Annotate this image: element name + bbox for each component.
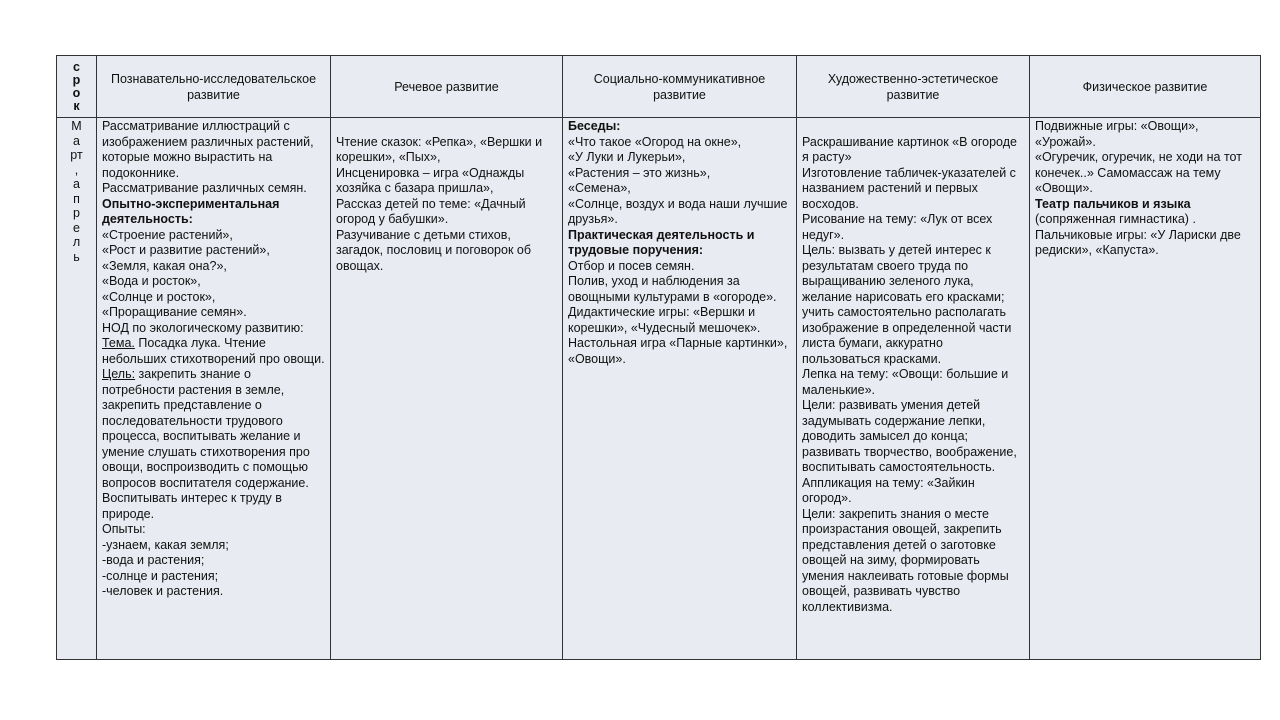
goal-text: закрепить знание о потребности растения в земле, закрепить представление о последовательности трудового процесса, воспитывать желание и умение слушать стихотворения про овощи, воспроизводить с помощью вопросов воспитателя содержание. Воспитывать интерес к труду в природе. bbox=[102, 367, 310, 521]
cog-item: «Солнце и росток», bbox=[102, 289, 216, 304]
cog-heading: Опытно-экспериментальная деятельность: bbox=[102, 196, 280, 226]
cog-theme bbox=[102, 336, 325, 367]
speech-text: Инсценировка – игра «Однажды хозяйка с базара пришла», bbox=[336, 165, 525, 195]
cog-exp-item: -солнце и растения; bbox=[102, 568, 219, 583]
month-letter: а bbox=[73, 177, 80, 191]
social-text: «Солнце, воздух и вода наши лучшие друзья». bbox=[568, 196, 788, 226]
spacer bbox=[802, 119, 1024, 135]
art-text: Лепка на тему: «Овощи: большие и маленькие». bbox=[802, 367, 1009, 397]
goal-label: Цель: bbox=[102, 367, 136, 381]
header-social: Социально-коммуникативное развитие bbox=[563, 56, 797, 118]
header-cognitive: Познавательно-исследовательское развитие bbox=[97, 56, 331, 118]
month-cell bbox=[57, 118, 97, 660]
srok-letter: к bbox=[73, 98, 80, 113]
cog-exp-item: -человек и растения. bbox=[102, 584, 224, 598]
social-heading: Практическая деятельность и трудовые поручения: bbox=[568, 227, 755, 257]
art-text: Рисование на тему: «Лук от всех недуг». bbox=[802, 212, 993, 242]
srok-letter: с bbox=[73, 59, 80, 74]
cog-exp-title: Опыты: bbox=[102, 522, 146, 536]
social-text: «Растения – это жизнь», bbox=[568, 165, 711, 180]
social-text: «Семена», bbox=[568, 181, 631, 195]
physical-cell bbox=[1030, 118, 1261, 660]
theme-text: Посадка лука. Чтение небольших стихотворений про овощи. bbox=[102, 336, 325, 366]
social-text: «Что такое «Огород на окне», bbox=[568, 134, 742, 149]
cog-item: «Рост и развитие растений», bbox=[102, 243, 270, 257]
cog-text: НОД по экологическому развитию: bbox=[102, 320, 304, 335]
phys-text: Пальчиковые игры: «У Лариски две редиски», «Капуста». bbox=[1035, 227, 1241, 257]
cog-text: Рассматривание различных семян. bbox=[102, 181, 307, 195]
cog-goal bbox=[102, 367, 325, 522]
theme-label: Тема. bbox=[102, 336, 135, 350]
month-letter: п bbox=[73, 191, 80, 206]
month-letter: р bbox=[73, 206, 80, 220]
phys-heading: Театр пальчиков и языка bbox=[1035, 196, 1191, 211]
art-text: Цели: закрепить знания о месте произрастания овощей, закрепить представления детей о заготовке овощей на зиму, формировать умения наклеивать готовые формы овощей, развивать чувство коллективизма. bbox=[802, 506, 1009, 614]
month-letter: а bbox=[73, 133, 80, 148]
speech-text: Разучивание с детьми стихов, загадок, пословиц и поговорок об овощах. bbox=[336, 227, 532, 273]
srok-letter: о bbox=[72, 85, 81, 100]
social-cell bbox=[563, 118, 797, 660]
social-heading: Беседы: bbox=[568, 119, 621, 133]
cog-item: «Проращивание семян». bbox=[102, 305, 247, 319]
header-row bbox=[57, 56, 1261, 118]
speech-cell bbox=[331, 118, 563, 660]
spacer bbox=[336, 119, 557, 135]
month-letter: е bbox=[73, 220, 80, 235]
header-physical: Физическое развитие bbox=[1030, 56, 1261, 118]
cognitive-cell bbox=[97, 118, 331, 660]
month-letter: М bbox=[71, 119, 82, 133]
header-speech: Речевое развитие bbox=[331, 56, 563, 118]
srok-letter: р bbox=[72, 72, 81, 87]
art-text: Аппликация на тему: «Зайкин огород». bbox=[802, 475, 975, 505]
phys-text: (сопряженная гимнастика) . bbox=[1035, 212, 1196, 226]
art-text: Цели: развивать умения детей задумывать содержание лепки, доводить замысел до конца; развивать творчество, воображение, воспитывать самостоятельность. bbox=[802, 398, 1017, 474]
phys-text: «Огуречик, огуречик, не ходи на тот конечек..» Самомассаж на тему «Овощи». bbox=[1035, 150, 1242, 195]
plan-table bbox=[56, 55, 1261, 660]
cog-item: «Строение растений», bbox=[102, 227, 233, 242]
social-text: Полив, уход и наблюдения за овощными культурами в «огороде». bbox=[568, 274, 777, 304]
content-row bbox=[57, 118, 1261, 660]
social-text: «У Луки и Лукерьи», bbox=[568, 150, 686, 164]
cog-text: Рассматривание иллюстраций с изображением различных растений, которые можно вырастить на подоконнике. bbox=[102, 119, 314, 180]
art-text: Цель: вызвать у детей интерес к результатам своего труда по выращиванию зеленого лука, желание нарисовать его красками; учить самостоятельно располагать изображение в определенной части листа бумаги, аккуратно пользоваться красками. bbox=[802, 243, 1012, 366]
phys-text: Подвижные игры: «Овощи», «Урожай». bbox=[1035, 119, 1199, 149]
art-cell bbox=[797, 118, 1030, 660]
art-text: Изготовление табличек-указателей с названием растений и первых восходов. bbox=[802, 165, 1016, 211]
social-text: Отбор и посев семян. bbox=[568, 258, 695, 273]
month-letter: , bbox=[74, 162, 79, 177]
header-art: Художественно-эстетическое развитие bbox=[797, 56, 1030, 118]
cog-item: «Земля, какая она?», bbox=[102, 258, 227, 273]
month-letter: рт bbox=[70, 148, 83, 162]
speech-text: Рассказ детей по теме: «Дачный огород у бабушки». bbox=[336, 196, 526, 226]
header-srok bbox=[57, 56, 97, 118]
cog-exp-item: -вода и растения; bbox=[102, 553, 205, 567]
month-letter: ь bbox=[73, 249, 80, 264]
social-text: Настольная игра «Парные картинки», «Овощи». bbox=[568, 336, 788, 366]
month-letter: л bbox=[72, 235, 81, 249]
speech-text: Чтение сказок: «Репка», «Вершки и корешки», «Пых», bbox=[336, 134, 543, 164]
cog-item: «Вода и росток», bbox=[102, 274, 201, 288]
cog-exp-item: -узнаем, какая земля; bbox=[102, 537, 229, 552]
social-text: Дидактические игры: «Вершки и корешки», «Чудесный мешочек». bbox=[568, 305, 761, 335]
art-text: Раскрашивание картинок «В огороде я расту» bbox=[802, 134, 1017, 164]
